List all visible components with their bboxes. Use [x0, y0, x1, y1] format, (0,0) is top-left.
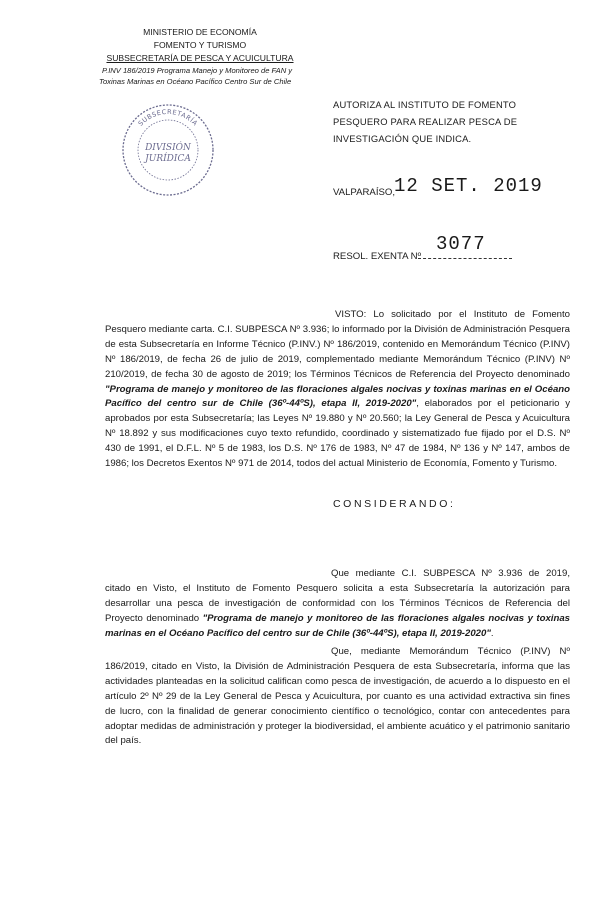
- reference-line-1: P.INV 186/2019 Programa Manejo y Monitoreo de FAN y: [102, 66, 293, 75]
- date-stamp: 12 SET. 2019: [394, 175, 543, 197]
- considerando-heading: CONSIDERANDO:: [333, 498, 456, 510]
- visto-paragraph: VISTO: Lo solicitado por el Instituto de Fomento Pesquero mediante carta. C.I. SUBPESCA Nº 3.936; lo informado por la División de Administración Pesquera de esta Subsecretaría en Informe Técnico (P.INV.) Nº 186/2019, contenido en Memorándum Técnico (P.INV) Nº 186/2019, de fecha 26 de julio de 2019, complementado mediante Memorándum Técnico (P.INV) Nº 210/2019, de fecha 30 de agosto de 2019; los Términos Técnicos de Referencia del Proyecto denominado "Programa de manejo y monitoreo de las floraciones algales nocivas y toxinas marinas en el Océano Pacífico del centro sur de Chile (36º-44ºS), etapa II, 2019-2020", elaborados por el peticionario y aprobados por esta Subsecretaría; las Leyes Nº 19.880 y Nº 20.560; la Ley General de Pesca y Acuicultura Nº 18.892 y sus modificaciones cuyo texto refundido, coordinado y sistematizado fue fijado por el D.S. Nº 430 de 1991, el D.F.L. Nº 5 de 1983, los D.S. Nº 176 de 1983, Nº 47 de 1984, Nº 136 y Nº 147, ambos de 1986; los Decretos Exentos Nº 971 de 2014, todos del actual Ministerio de Economía, Fomento y Turismo.: [105, 309, 570, 470]
- stamp-arc-text: SUBSECRETARÍA: [136, 107, 200, 128]
- resolution-subject: AUTORIZA AL INSTITUTO DE FOMENTO PESQUERO PARA REALIZAR PESCA DE INVESTIGACIÓN QUE INDICA.: [333, 99, 518, 144]
- visto-lead: VISTO:: [335, 309, 367, 320]
- resolution-label: RESOL. EXENTA Nº: [333, 251, 422, 262]
- stamp-line-1: DIVISIÓN: [145, 143, 191, 153]
- considerando-paragraph-1: Que mediante C.I. SUBPESCA Nº 3.936 de 2019, citado en Visto, el Instituto de Fomento Pesquero solicita a esta Subsecretaría la autorización para desarrollar una pesca de investigación de conformidad con los Términos Técnicos de Referencia del Proyecto denominado "Programa de manejo y monitoreo de las floraciones algales nocivas y toxinas marinas en el Océano Pacífico del centro sur de Chile (36º-44ºS), etapa II, 2019-2020".: [105, 568, 571, 639]
- ministry-name: MINISTERIO DE ECONOMÍA: [143, 27, 257, 37]
- place-label: VALPARAÍSO,: [333, 187, 396, 198]
- reference-line-2: Toxinas Marinas en Océano Pacífico Centro Sur de Chile: [99, 77, 292, 86]
- considerando-paragraph-2: Que, mediante Memorándum Técnico (P.INV) Nº 186/2019, citado en Visto, la División de Administración Pesquera de esta Subsecretaría, informa que las actividades planteadas en la solicitud califican como pesca de investigación, de acuerdo a lo dispuesto en el artículo 2º Nº 29 de la Ley General de Pesca y Acuicultura, por cuanto es una actividad extractiva sin fines de lucro, con la finalidad de generar conocimiento científico o tecnológico, contar con antecedentes para adoptar medidas de administración y proteger la biodiversidad, el ambiente acuático y el patrimonio sanitario del país.: [105, 646, 570, 747]
- resolution-number-line: [418, 258, 512, 259]
- undersecretariat-name: SUBSECRETARÍA DE PESCA Y ACUICULTURA: [106, 53, 294, 63]
- ministry-subname: FOMENTO Y TURISMO: [153, 40, 247, 50]
- letterhead: [99, 26, 295, 87]
- stamp-line-2: JURÍDICA: [145, 154, 191, 164]
- project-title: "Programa de manejo y monitoreo de las floraciones algales nocivas y toxinas marinas en el Océano Pacífico del centro sur de Chile (36º-44ºS), etapa II, 2019-2020": [105, 612, 571, 639]
- project-title: "Programa de manejo y monitoreo de las floraciones algales nocivas y toxinas marinas en el Océano Pacífico del centro sur de Chile (36º-44ºS), etapa II, 2019-2020": [105, 383, 570, 410]
- official-seal-stamp: [118, 98, 218, 198]
- resolution-number: 3077: [436, 233, 486, 255]
